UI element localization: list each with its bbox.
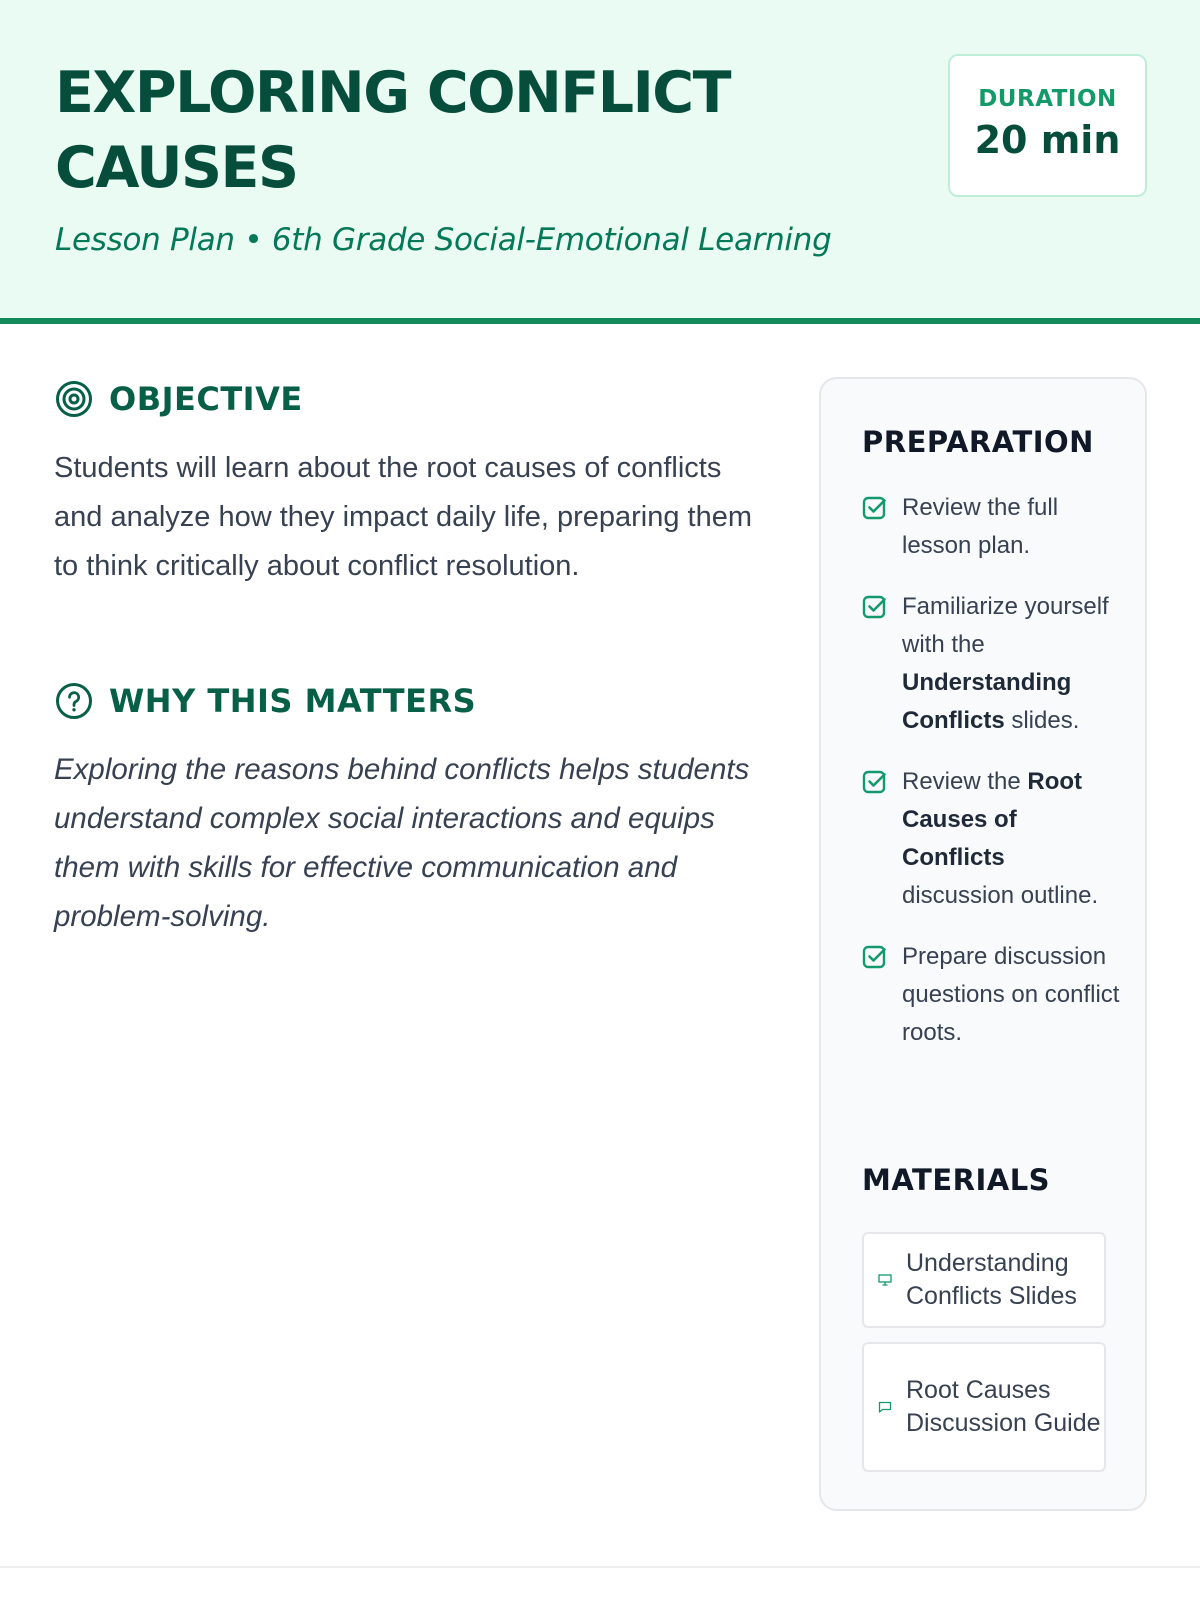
objective-heading-label: OBJECTIVE (109, 380, 303, 418)
preparation-item-text: Familiarize yourself with the Understanding Conflicts slides. (902, 593, 1109, 734)
list-item (862, 489, 1122, 565)
material-item-label: Understanding Conflicts Slides (906, 1249, 1077, 1310)
why-text: Exploring the reasons behind conflicts helps students understand complex social interactions and equips them with skills for effective communication and problem-solving. (54, 753, 750, 933)
duration-value: 20 min (974, 118, 1121, 162)
duration-card (948, 54, 1147, 197)
checkbox-checked-icon (862, 944, 888, 970)
question-circle-icon (55, 682, 93, 720)
objective-text: Students will learn about the root causes of conflicts and analyze how they impact daily life, preparing them to think critically about conflict resolution. (54, 452, 752, 582)
materials-heading: MATERIALS (862, 1163, 1051, 1197)
preparation-item-text: Review the full lesson plan. (902, 494, 1059, 559)
preparation-item-text: Prepare discussion questions on conflict roots. (902, 943, 1120, 1046)
presentation-icon (878, 1274, 892, 1286)
list-item (862, 763, 1122, 915)
list-item (862, 938, 1122, 1052)
preparation-list (862, 489, 1122, 1075)
preparation-item-text: Review the Root Causes of Conflicts discussion outline. (902, 768, 1099, 909)
footer-divider (0, 1566, 1200, 1568)
material-item-discussion-guide[interactable] (862, 1342, 1106, 1472)
chat-bubble-icon (878, 1401, 892, 1413)
target-icon (55, 380, 93, 418)
checkbox-checked-icon (862, 495, 888, 521)
preparation-sidebar (819, 377, 1147, 1511)
material-item-label: Root Causes Discussion Guide (906, 1376, 1101, 1437)
lesson-header (0, 0, 1200, 324)
objective-heading (55, 380, 303, 418)
page-title: EXPLORING CONFLICT CAUSES (55, 60, 731, 201)
duration-label: DURATION (978, 86, 1117, 112)
why-heading (55, 682, 476, 720)
checkbox-checked-icon (862, 594, 888, 620)
list-item (862, 588, 1122, 740)
material-item-slides[interactable] (862, 1232, 1106, 1328)
checkbox-checked-icon (862, 769, 888, 795)
preparation-heading: PREPARATION (862, 425, 1094, 459)
why-heading-label: WHY THIS MATTERS (109, 682, 477, 720)
page-subtitle: Lesson Plan • 6th Grade Social-Emotional Learning (55, 222, 832, 258)
